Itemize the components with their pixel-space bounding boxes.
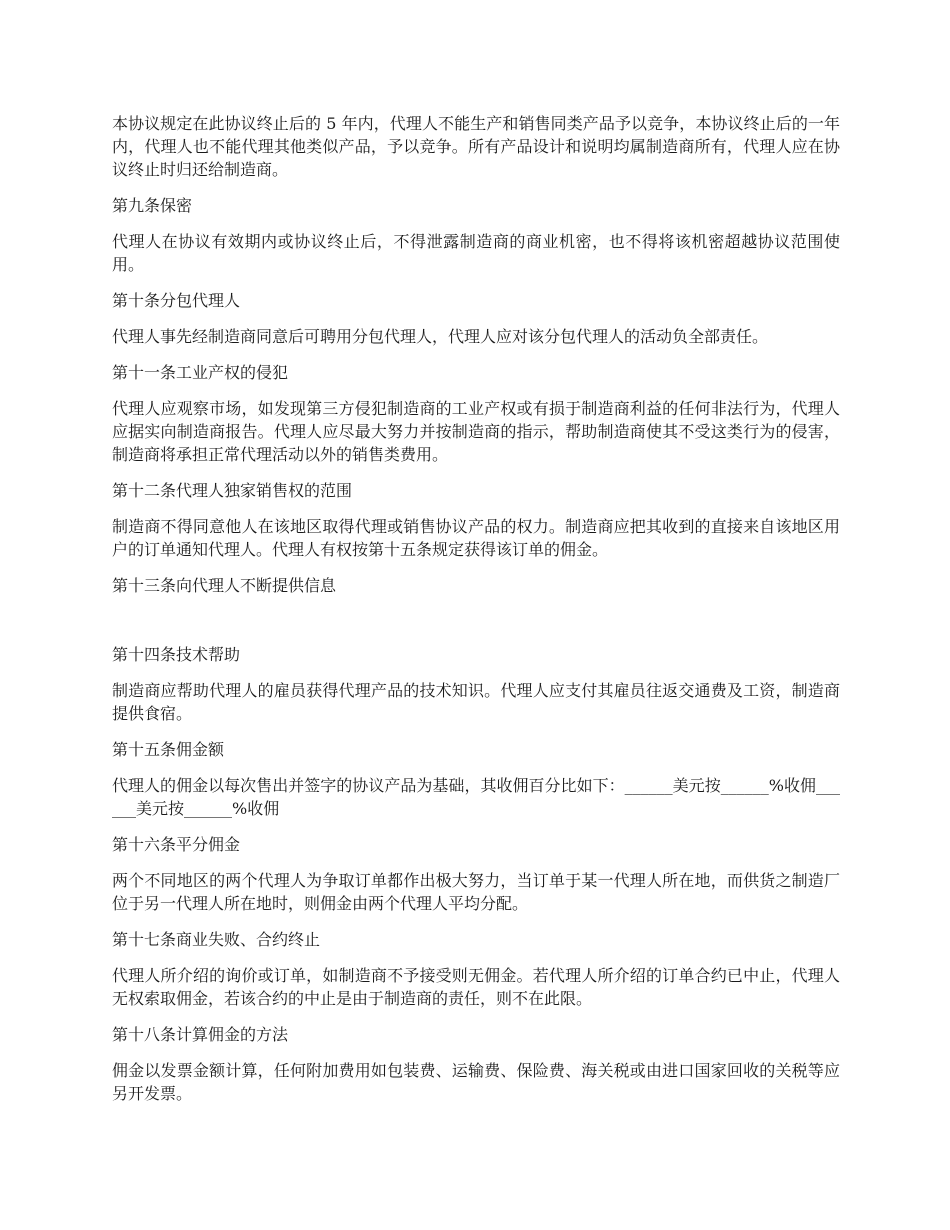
heading-article-9: 第九条保密 — [112, 196, 193, 215]
paragraph-commission-rate: 代理人的佣金以每次售出并签字的协议产品为基础，其收佣百分比如下：______美元按______%收佣______美元按______%收佣 — [112, 776, 840, 818]
heading-article-10: 第十条分包代理人 — [112, 291, 241, 310]
heading-article-15: 第十五条佣金额 — [112, 740, 225, 759]
paragraph-non-compete: 本协议规定在此协议终止后的 5 年内，代理人不能生产和销售同类产品予以竞争，本协议终止后的一年内，代理人也不能代理其他类似产品，予以竞争。所有产品设计和说明均属制造商所有，代理人应在协议终止时归还给制造商。 — [112, 114, 840, 179]
heading-article-16: 第十六条平分佣金 — [112, 835, 241, 854]
heading-article-17: 第十七条商业失败、合约终止 — [112, 930, 321, 949]
heading-article-11: 第十一条工业产权的侵犯 — [112, 363, 289, 382]
paragraph-industrial-property: 代理人应观察市场，如发现第三方侵犯制造商的工业产权或有损于制造商利益的任何非法行为，代理人应据实向制造商报告。代理人应尽最大努力并按制造商的指示，帮助制造商使其不受这类行为的侵害，制造商将承担正常代理活动以外的销售类费用。 — [112, 399, 840, 464]
heading-article-14: 第十四条技术帮助 — [112, 645, 241, 664]
paragraph-exclusive-sales: 制造商不得同意他人在该地区取得代理或销售协议产品的权力。制造商应把其收到的直接来自该地区用户的订单通知代理人。代理人有权按第十五条规定获得该订单的佣金。 — [112, 517, 840, 559]
paragraph-commission-calculation: 佣金以发票金额计算，任何附加费用如包装费、运输费、保险费、海关税或由进口国家回收的关税等应另开发票。 — [112, 1061, 840, 1103]
document-page — [112, 112, 840, 1105]
paragraph-technical-help: 制造商应帮助代理人的雇员获得代理产品的技术知识。代理人应支付其雇员往返交通费及工资，制造商提供食宿。 — [112, 681, 840, 723]
paragraph-shared-commission: 两个不同地区的两个代理人为争取订单都作出极大努力，当订单于某一代理人所在地，而供货之制造厂位于另一代理人所在地时，则佣金由两个代理人平均分配。 — [112, 871, 840, 913]
paragraph-confidentiality: 代理人在协议有效期内或协议终止后，不得泄露制造商的商业机密，也不得将该机密超越协议范围使用。 — [112, 232, 840, 274]
paragraph-business-failure: 代理人所介绍的询价或订单，如制造商不予接受则无佣金。若代理人所介绍的订单合约已中止，代理人无权索取佣金，若该合约的中止是由于制造商的责任，则不在此限。 — [112, 966, 840, 1008]
heading-article-18: 第十八条计算佣金的方法 — [112, 1025, 289, 1044]
paragraph-sub-agent: 代理人事先经制造商同意后可聘用分包代理人，代理人应对该分包代理人的活动负全部责任。 — [112, 327, 769, 346]
heading-article-12: 第十二条代理人独家销售权的范围 — [112, 481, 353, 500]
heading-article-13: 第十三条向代理人不断提供信息 — [112, 576, 337, 595]
